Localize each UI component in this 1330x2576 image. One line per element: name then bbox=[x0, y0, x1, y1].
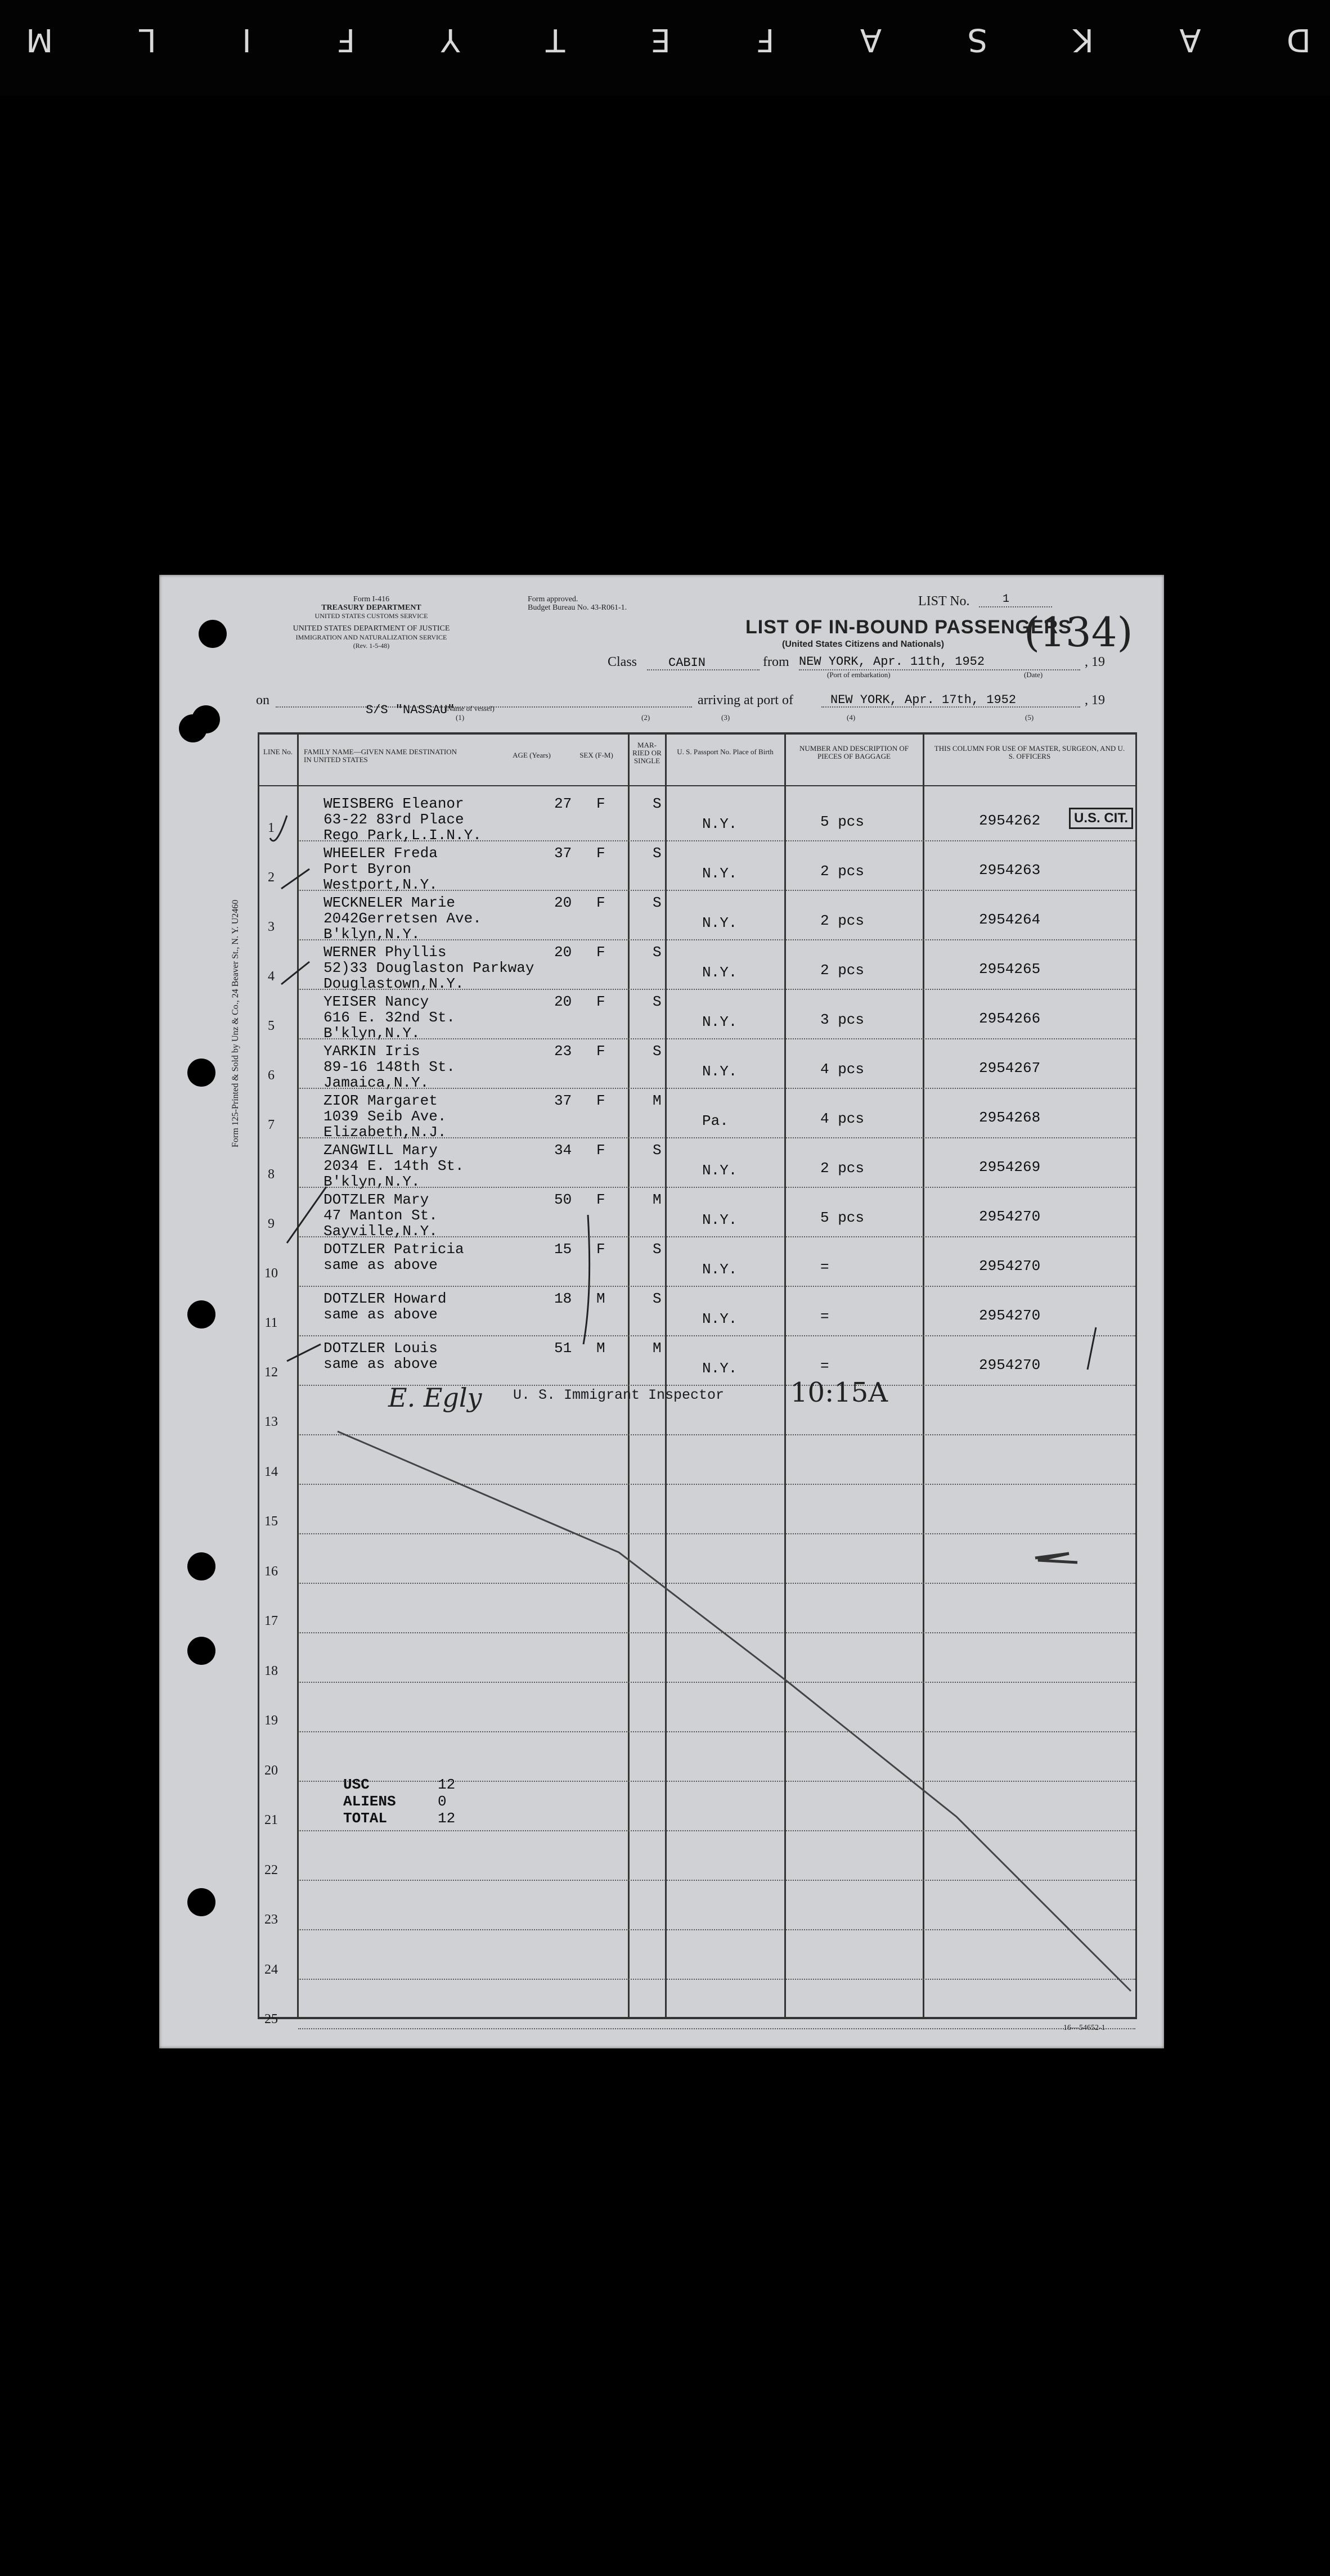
passenger-city: Elizabeth,N.J. bbox=[323, 1124, 447, 1141]
passenger-address: 52)33 Douglaston Parkway bbox=[323, 960, 534, 976]
passenger-name: YARKIN Iris bbox=[323, 1043, 420, 1060]
passenger-city: B'klyn,N.Y. bbox=[323, 1173, 420, 1190]
list-number-value: 1 bbox=[1003, 593, 1010, 606]
passenger-city: Westport,N.Y. bbox=[323, 876, 438, 893]
handwritten-page-number: (134) bbox=[1024, 609, 1133, 656]
passenger-sex: F bbox=[596, 1142, 605, 1159]
budget-bureau: Budget Bureau No. 43-R061-1. bbox=[528, 604, 627, 612]
check-mark bbox=[1088, 1327, 1096, 1370]
form-revision: (Rev. 1-5-48) bbox=[353, 642, 390, 650]
passenger-name: WEISBERG Eleanor bbox=[323, 795, 464, 812]
passenger-age: 37 bbox=[554, 1092, 572, 1109]
marital-status: S bbox=[653, 795, 662, 812]
film-letter: I bbox=[239, 21, 251, 58]
arriving-value: NEW YORK, Apr. 17th, 1952 bbox=[830, 693, 1017, 707]
place-of-birth: N.Y. bbox=[702, 1212, 738, 1228]
place-of-birth: Pa. bbox=[702, 1113, 729, 1129]
arriving-year-label: , 19 bbox=[1085, 693, 1105, 708]
passenger-age: 18 bbox=[554, 1290, 572, 1307]
line-number: 7 bbox=[268, 1118, 275, 1132]
officer-number: 2954263 bbox=[979, 862, 1041, 879]
passenger-name: ZANGWILL Mary bbox=[323, 1142, 438, 1159]
passenger-address: 89-16 148th St. bbox=[323, 1059, 456, 1075]
col-number-1: (1) bbox=[456, 713, 465, 722]
passenger-city: Jamaica,N.Y. bbox=[323, 1074, 429, 1091]
baggage-count: = bbox=[820, 1308, 829, 1325]
passenger-name: WERNER Phyllis bbox=[323, 944, 447, 961]
line-number: 13 bbox=[264, 1415, 278, 1429]
passenger-name: ZIOR Margaret bbox=[323, 1092, 438, 1109]
baggage-count: 2 pcs bbox=[820, 1160, 865, 1177]
film-letter: E bbox=[647, 21, 671, 58]
total-value: 12 bbox=[438, 1810, 456, 1827]
form-number: Form I-416 bbox=[353, 595, 390, 604]
line-number: 23 bbox=[264, 1912, 278, 1927]
passenger-age: 34 bbox=[554, 1142, 572, 1159]
place-of-birth: N.Y. bbox=[702, 1063, 738, 1080]
check-mark bbox=[281, 962, 309, 984]
arriving-label: arriving at port of bbox=[698, 693, 793, 708]
header-officers: THIS COLUMN FOR USE OF MASTER, SURGEON, AND U. S. OFFICERS bbox=[934, 744, 1125, 760]
line-number: 9 bbox=[268, 1217, 275, 1231]
officer-number: 2954269 bbox=[979, 1159, 1041, 1176]
header-name: FAMILY NAME—GIVEN NAME DESTINATION IN UNITED STATES bbox=[304, 747, 457, 764]
officer-number: 2954262 bbox=[979, 812, 1041, 829]
place-of-birth: N.Y. bbox=[702, 865, 738, 882]
vessel-value: S/S "NASSAU" bbox=[366, 703, 455, 717]
footer-code: 16—54652-1 bbox=[1063, 2024, 1106, 2032]
place-of-birth: N.Y. bbox=[702, 964, 738, 981]
us-citizen-stamp: U.S. CIT. bbox=[1069, 808, 1133, 829]
header-married: MAR- RIED OR SINGLE bbox=[632, 741, 662, 765]
marital-status: S bbox=[653, 1142, 662, 1159]
passenger-sex: F bbox=[596, 993, 605, 1010]
line-number: 12 bbox=[264, 1365, 278, 1380]
passenger-sex: F bbox=[596, 795, 605, 812]
place-of-birth: N.Y. bbox=[702, 1014, 738, 1030]
film-letter: F bbox=[753, 21, 775, 58]
from-value: NEW YORK, Apr. 11th, 1952 bbox=[799, 655, 985, 669]
line-number: 4 bbox=[268, 969, 275, 984]
total-label: ALIENS bbox=[343, 1793, 396, 1810]
line-number: 5 bbox=[268, 1019, 275, 1033]
scribble-mark bbox=[1035, 1553, 1077, 1562]
line-number: 22 bbox=[264, 1862, 278, 1877]
passenger-sex: F bbox=[596, 1191, 605, 1208]
col-number-3: (3) bbox=[721, 713, 730, 722]
marital-status: S bbox=[653, 944, 662, 961]
list-number-label: LIST No. bbox=[918, 594, 970, 609]
form-title: LIST OF IN-BOUND PASSENGERS bbox=[745, 616, 1072, 638]
passenger-address: same as above bbox=[323, 1306, 438, 1323]
passenger-address: 616 E. 32nd St. bbox=[323, 1009, 456, 1026]
passenger-sex: M bbox=[596, 1290, 605, 1307]
passenger-address: Port Byron bbox=[323, 861, 412, 877]
binder-hole bbox=[187, 2460, 215, 2488]
baggage-count: 5 pcs bbox=[820, 1209, 865, 1226]
passenger-sex: M bbox=[596, 1340, 605, 1357]
baggage-count: 2 pcs bbox=[820, 912, 865, 929]
passenger-sex: F bbox=[596, 894, 605, 911]
line-number: 16 bbox=[264, 1564, 278, 1579]
line-number: 1 bbox=[268, 821, 275, 835]
officer-number: 2954264 bbox=[979, 911, 1041, 928]
passenger-age: 23 bbox=[554, 1043, 572, 1060]
inspection-time: 10:15A bbox=[790, 1377, 888, 1408]
baggage-count: 4 pcs bbox=[820, 1110, 865, 1127]
passenger-sex: F bbox=[596, 1092, 605, 1109]
place-of-birth: N.Y. bbox=[702, 915, 738, 931]
officer-number: 2954270 bbox=[979, 1258, 1041, 1275]
place-of-birth: N.Y. bbox=[702, 816, 738, 832]
film-letter: T bbox=[542, 21, 565, 58]
film-letter: Y bbox=[437, 21, 460, 58]
marital-status: S bbox=[653, 1290, 662, 1307]
line-number: 15 bbox=[264, 1514, 278, 1529]
diagonal-pencil-line bbox=[338, 1431, 1131, 1991]
passenger-sex: F bbox=[596, 944, 605, 961]
total-value: 12 bbox=[438, 1776, 456, 1793]
check-mark bbox=[287, 1344, 321, 1361]
inspector-label: U. S. Immigrant Inspector bbox=[513, 1387, 725, 1403]
passenger-city: Rego Park,L.I.N.Y. bbox=[323, 827, 482, 844]
marital-status: S bbox=[653, 993, 662, 1010]
passenger-age: 50 bbox=[554, 1191, 572, 1208]
film-letter: S bbox=[964, 21, 987, 58]
film-letter: A bbox=[856, 21, 882, 58]
col-number-2: (2) bbox=[641, 713, 650, 722]
marital-status: M bbox=[653, 1340, 662, 1357]
marital-status: S bbox=[653, 894, 662, 911]
baggage-count: 2 pcs bbox=[820, 962, 865, 979]
passenger-age: 37 bbox=[554, 845, 572, 862]
film-letter: L bbox=[135, 21, 156, 58]
officer-number: 2954266 bbox=[979, 1010, 1041, 1027]
date-label: (Date) bbox=[1024, 670, 1043, 679]
line-number: 20 bbox=[264, 1763, 278, 1778]
line-number: 11 bbox=[264, 1316, 278, 1330]
dept-justice: UNITED STATES DEPARTMENT OF JUSTICE bbox=[293, 624, 450, 633]
printer-imprint: Form 125-Printed & Sold by Unz & Co., 24 Beaver St., N. Y. U2460 bbox=[231, 899, 240, 1147]
passenger-age: 51 bbox=[554, 1340, 572, 1357]
line-number: 21 bbox=[264, 1813, 278, 1827]
line-number: 25 bbox=[264, 2012, 278, 2026]
officer-number: 2954270 bbox=[979, 1307, 1041, 1324]
passenger-address: 1039 Seib Ave. bbox=[323, 1108, 447, 1125]
passenger-name: WHEELER Freda bbox=[323, 845, 438, 862]
header-age: AGE (Years) bbox=[513, 751, 551, 759]
class-value: CABIN bbox=[668, 656, 706, 670]
passenger-address: 2042Gerretsen Ave. bbox=[323, 910, 482, 927]
officer-number: 2954268 bbox=[979, 1109, 1041, 1126]
passenger-address: 47 Manton St. bbox=[323, 1207, 438, 1224]
binder-hole bbox=[187, 2548, 215, 2576]
col-number-4: (4) bbox=[847, 713, 856, 722]
class-label: Class bbox=[608, 655, 637, 669]
passenger-age: 20 bbox=[554, 894, 572, 911]
place-of-birth: N.Y. bbox=[702, 1261, 738, 1278]
officer-number: 2954270 bbox=[979, 1357, 1041, 1373]
line-number: 10 bbox=[264, 1266, 278, 1281]
marital-status: S bbox=[653, 1241, 662, 1258]
passenger-city: Sayville,N.Y. bbox=[323, 1223, 438, 1240]
header-line-no: LINE No. bbox=[263, 747, 293, 756]
form-subtitle: (United States Citizens and Nationals) bbox=[782, 640, 945, 649]
passenger-age: 27 bbox=[554, 795, 572, 812]
marital-status: M bbox=[653, 1191, 662, 1208]
total-label: TOTAL bbox=[343, 1810, 388, 1827]
check-mark bbox=[270, 816, 287, 841]
dept-treasury-sub: UNITED STATES CUSTOMS SERVICE bbox=[314, 612, 428, 620]
passenger-address: same as above bbox=[323, 1355, 438, 1372]
marital-status: M bbox=[653, 1092, 662, 1109]
line-number: 14 bbox=[264, 1464, 278, 1479]
place-of-birth: N.Y. bbox=[702, 1360, 738, 1377]
passenger-name: DOTZLER Patricia bbox=[323, 1241, 464, 1258]
total-value: 0 bbox=[438, 1793, 447, 1810]
port-embarkation-label: (Port of embarkation) bbox=[827, 670, 891, 679]
line-number: 2 bbox=[268, 870, 275, 885]
line-number: 6 bbox=[268, 1068, 275, 1083]
header-baggage: NUMBER AND DESCRIPTION OF PIECES OF BAGGAGE bbox=[799, 744, 909, 760]
passenger-name: DOTZLER Howard bbox=[323, 1290, 447, 1307]
passenger-address: 63-22 83rd Place bbox=[323, 811, 464, 828]
dept-treasury: TREASURY DEPARTMENT bbox=[321, 604, 421, 612]
officer-number: 2954267 bbox=[979, 1060, 1041, 1077]
passenger-city: B'klyn,N.Y. bbox=[323, 926, 420, 943]
baggage-count: = bbox=[820, 1358, 829, 1375]
baggage-count: 4 pcs bbox=[820, 1061, 865, 1078]
film-letter: A bbox=[1176, 21, 1201, 58]
total-label: USC bbox=[343, 1776, 370, 1793]
film-letter: K bbox=[1070, 21, 1094, 58]
passenger-sex: F bbox=[596, 1043, 605, 1060]
line-number: 8 bbox=[268, 1167, 275, 1182]
film-letter: F bbox=[334, 21, 356, 58]
passenger-name: DOTZLER Louis bbox=[323, 1340, 438, 1357]
line-number: 17 bbox=[264, 1614, 278, 1628]
from-year-label: , 19 bbox=[1085, 655, 1105, 669]
place-of-birth: N.Y. bbox=[702, 1310, 738, 1327]
passenger-name: YEISER Nancy bbox=[323, 993, 429, 1010]
baggage-count: 5 pcs bbox=[820, 813, 865, 830]
passenger-city: Douglastown,N.Y. bbox=[323, 975, 464, 992]
officer-number: 2954270 bbox=[979, 1208, 1041, 1225]
officer-number: 2954265 bbox=[979, 961, 1041, 978]
vessel-label: (Name of vessel) bbox=[444, 704, 495, 713]
passenger-name: WECKNELER Marie bbox=[323, 894, 456, 911]
line-number: 3 bbox=[268, 920, 275, 934]
line-number: 18 bbox=[264, 1663, 278, 1678]
col-number-5: (5) bbox=[1025, 713, 1034, 722]
baggage-count: = bbox=[820, 1259, 829, 1276]
check-mark bbox=[287, 1187, 326, 1243]
on-label: on bbox=[256, 693, 269, 708]
dept-justice-sub: IMMIGRATION AND NATURALIZATION SERVICE bbox=[295, 633, 447, 641]
passenger-age: 20 bbox=[554, 993, 572, 1010]
binder-hole bbox=[179, 2433, 207, 2461]
line-number: 24 bbox=[264, 1962, 278, 1977]
passenger-address: same as above bbox=[323, 1257, 438, 1273]
header-passport: U. S. Passport No. Place of Birth bbox=[677, 747, 774, 756]
baggage-count: 2 pcs bbox=[820, 863, 865, 880]
bracket-mark bbox=[583, 1215, 590, 1344]
baggage-count: 3 pcs bbox=[820, 1011, 865, 1028]
passenger-address: 2034 E. 14th St. bbox=[323, 1158, 464, 1174]
line-number: 19 bbox=[264, 1713, 278, 1728]
check-mark bbox=[281, 869, 309, 889]
passenger-sex: F bbox=[596, 845, 605, 862]
film-letter: D bbox=[1283, 21, 1311, 58]
inspector-signature: E. Egly bbox=[388, 1382, 482, 1413]
form-approved: Form approved. bbox=[528, 595, 578, 604]
marital-status: S bbox=[653, 1043, 662, 1060]
passenger-age: 15 bbox=[554, 1241, 572, 1258]
passenger-name: DOTZLER Mary bbox=[323, 1191, 429, 1208]
header-sex: SEX (F-M) bbox=[579, 751, 613, 759]
from-label: from bbox=[763, 655, 789, 669]
film-letter: M bbox=[23, 21, 53, 58]
passenger-city: B'klyn,N.Y. bbox=[323, 1025, 420, 1042]
marital-status: S bbox=[653, 845, 662, 862]
place-of-birth: N.Y. bbox=[702, 1162, 738, 1179]
passenger-age: 20 bbox=[554, 944, 572, 961]
passenger-sex: F bbox=[596, 1241, 605, 1258]
